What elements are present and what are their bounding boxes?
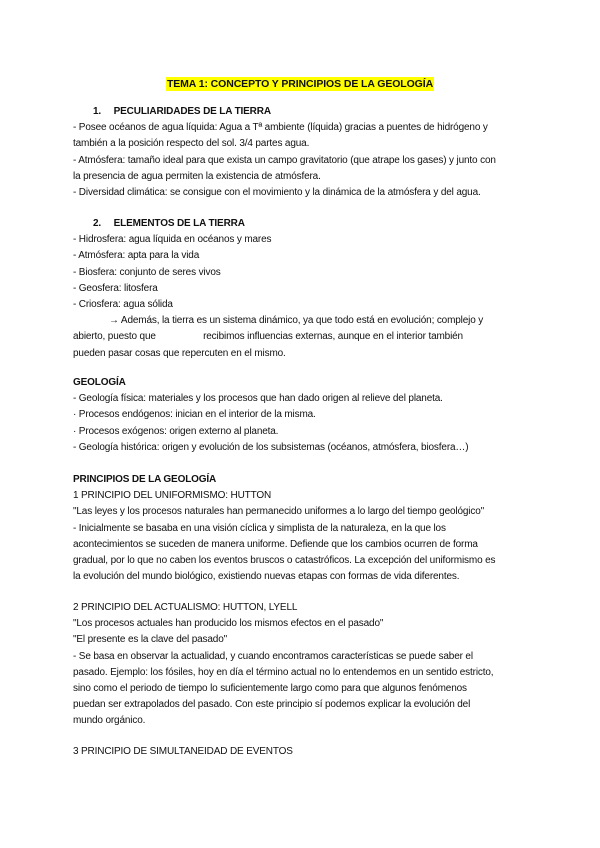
text-line: - Geología física: materiales y los procesos que han dado origen al relieve del planeta. xyxy=(73,393,443,405)
section-heading-principios: PRINCIPIOS DE LA GEOLOGÍA xyxy=(73,474,217,485)
text-line: la presencia de agua permiten la existencia de atmósfera. xyxy=(73,170,321,182)
text-line: "Las leyes y los procesos naturales han permanecido uniformes a lo largo del tiempo geológico" xyxy=(73,506,485,518)
section-peculiaridades xyxy=(73,104,528,201)
text-line: pasado. Ejemplo: los fósiles, hoy en día el término actual no lo entendemos en un sentido estricto, xyxy=(73,666,494,678)
section-heading-geologia: GEOLOGÍA xyxy=(73,377,126,388)
text-line: - Geología histórica: origen y evolución de los subsistemas (océanos, atmósfera, biosfera…) xyxy=(73,441,469,453)
section-heading-1 xyxy=(93,104,528,120)
text-line: - Inicialmente se basaba en una visión cíclica y simplista de la naturaleza, en la que los xyxy=(73,522,446,534)
text-line: puedan ser extrapolados del pasado. Con este principio sí podemos explicar la evolución del xyxy=(73,699,471,711)
text-line: "Los procesos actuales han producido los mismos efectos en el pasado" xyxy=(73,618,384,630)
title-block xyxy=(0,74,600,92)
text-line: la evolución del mundo biológico, existiendo nuevas etapas con formas de vida diferentes. xyxy=(73,571,460,583)
text-line: pueden pasar cosas que repercuten en el mismo. xyxy=(73,347,286,359)
section-number: 1. xyxy=(93,106,102,117)
text-line: gradual, por lo que no caben los eventos bruscos o catastróficos. La excepción del uniformismo es xyxy=(73,555,496,567)
list-item: - Biosfera: conjunto de seres vivos xyxy=(73,266,221,278)
text-line: - Se basa en observar la actualidad, y cuando encontramos características se puede saber el xyxy=(73,650,473,662)
section-number: 2. xyxy=(93,218,102,229)
section-principios xyxy=(73,472,528,585)
text-line: · Procesos exógenos: origen externo al planeta. xyxy=(73,425,279,437)
text-line: - Diversidad climática: se consigue con el movimiento y la dinámica de la atmósfera y del agua. xyxy=(73,187,481,199)
text-line: - Posee océanos de agua líquida: Agua a Tª ambiente (líquida) gracias a puentes de hidrógeno y xyxy=(73,122,488,134)
list-item: - Criosfera: agua sólida xyxy=(73,299,173,311)
text-line: acontecimientos se suceden de manera uniforme. Defiende que los cambios ocurren de forma xyxy=(73,538,478,550)
text-line: sino como el periodo de tiempo lo suficientemente largo como para que algunos fenómenos xyxy=(73,683,467,695)
text-line: abierto, puesto que recibimos influencias externas, aunque en el interior también xyxy=(73,331,463,343)
principle-title: 3 PRINCIPIO DE SIMULTANEIDAD DE EVENTOS xyxy=(73,746,293,757)
text-line: mundo orgánico. xyxy=(73,715,146,727)
principle-title: 1 PRINCIPIO DEL UNIFORMISMO: HUTTON xyxy=(73,490,272,502)
list-item: - Hidrosfera: agua líquida en océanos y mares xyxy=(73,234,272,246)
section-heading-2 xyxy=(93,216,528,232)
list-item: - Geosfera: litosfera xyxy=(73,282,158,294)
text-line: "El presente es la clave del pasado" xyxy=(73,634,228,646)
section-simultaneidad xyxy=(73,744,528,760)
text-line: - Atmósfera: tamaño ideal para que exista un campo gravitatorio (que atrape los gases) y junto con xyxy=(73,154,496,166)
section-geologia xyxy=(73,375,528,456)
section-heading-text: ELEMENTOS DE LA TIERRA xyxy=(113,218,245,229)
section-elementos xyxy=(73,216,528,362)
list-item: - Atmósfera: apta para la vida xyxy=(73,250,200,262)
section-actualismo xyxy=(73,600,528,730)
document-title: TEMA 1: CONCEPTO Y PRINCIPIOS DE LA GEOLOGÍA xyxy=(166,78,434,90)
principle-title: 2 PRINCIPIO DEL ACTUALISMO: HUTTON, LYELL xyxy=(73,602,298,613)
section-heading-text: PECULIARIDADES DE LA TIERRA xyxy=(113,106,271,117)
text-line: · Procesos endógenos: inician en el interior de la misma. xyxy=(73,409,316,421)
arrow-line: → Además, la tierra es un sistema dinámico, ya que todo está en evolución; complejo y xyxy=(109,315,484,327)
text-line: también a la posición respecto del sol. 3/4 partes agua. xyxy=(73,138,310,150)
